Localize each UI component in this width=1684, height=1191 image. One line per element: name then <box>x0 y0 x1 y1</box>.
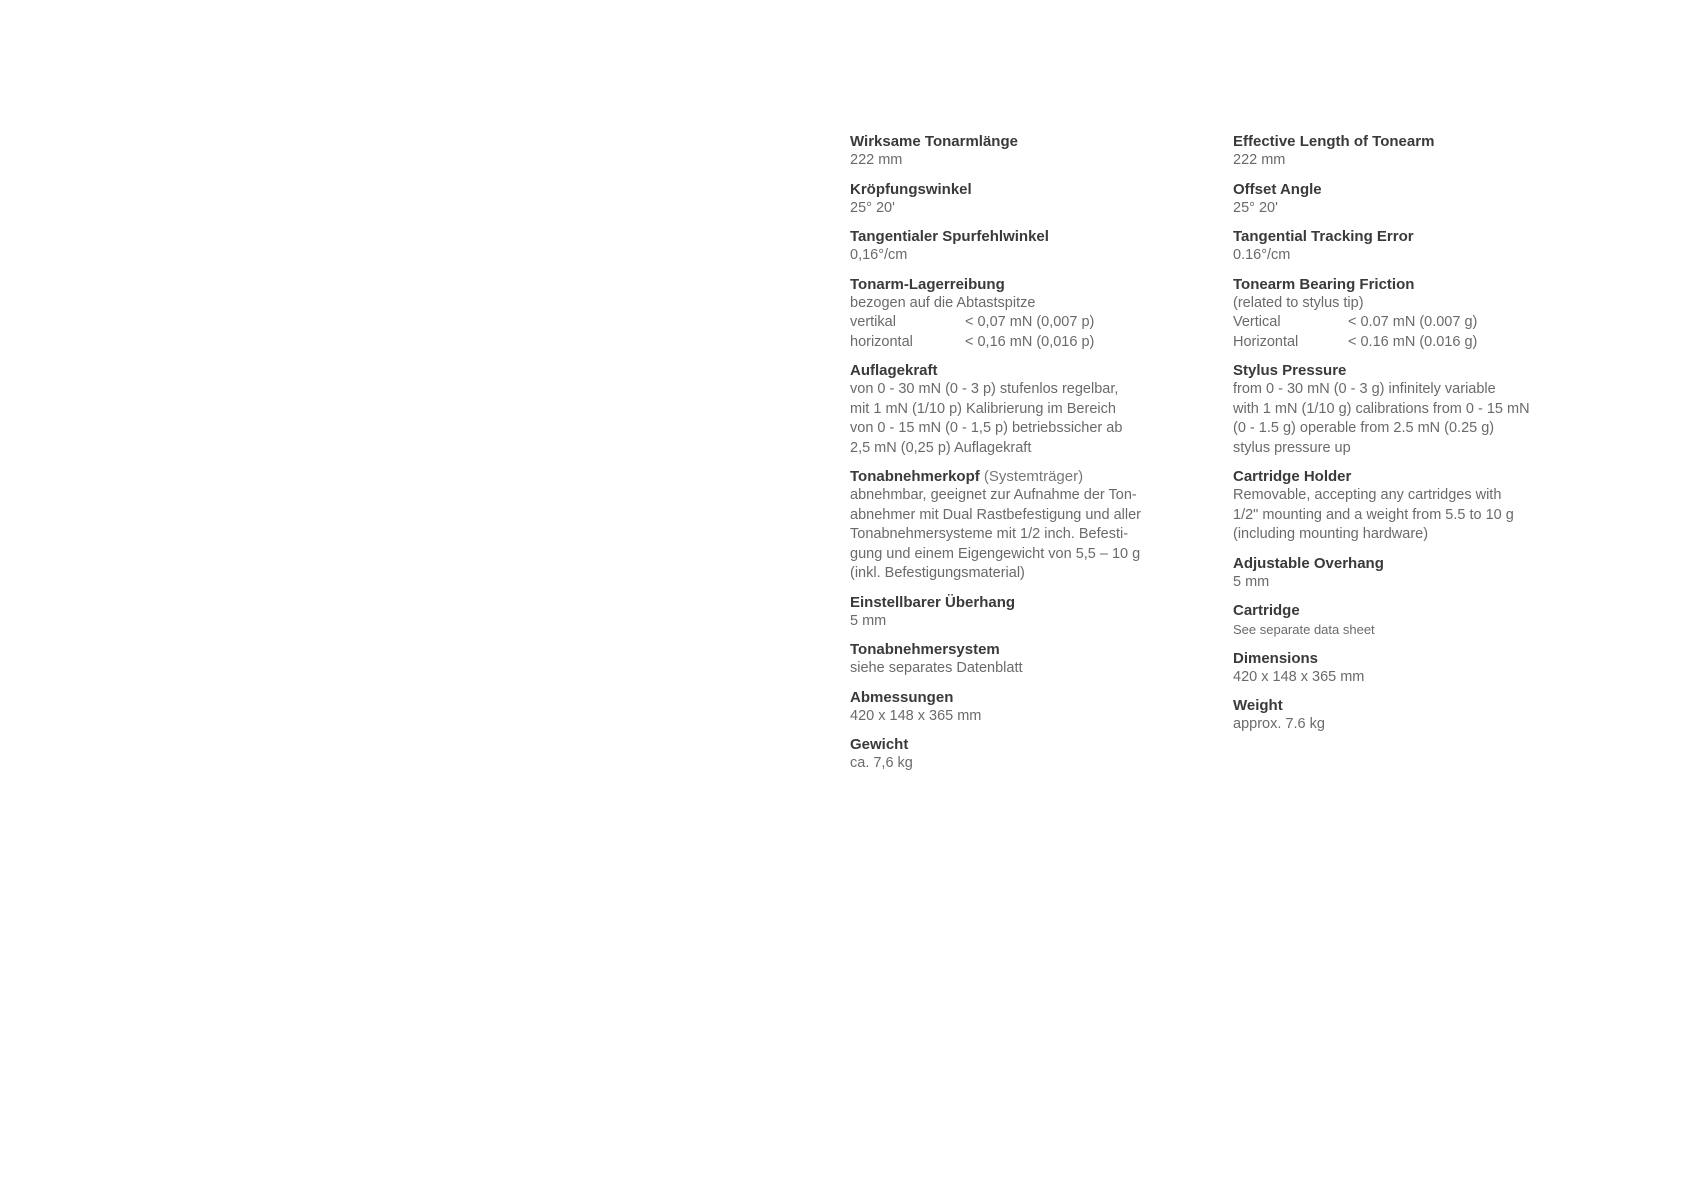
spec-bearing-friction-en <box>1233 275 1623 353</box>
spec-row-horizontal <box>850 333 1190 353</box>
spec-value: 2,5 mN (0,25 p) Auflagekraft <box>850 439 1032 456</box>
spec-value: (inkl. Befestigungsmaterial) <box>850 565 1025 581</box>
spec-value: 420 x 148 x 365 mm <box>1233 668 1365 685</box>
spec-title: Cartridge Holder <box>1233 468 1352 485</box>
spec-value: stylus pressure up <box>1233 439 1351 456</box>
spec-offset-angle-de <box>850 180 1190 219</box>
spec-bearing-friction-de <box>850 275 1190 353</box>
spec-value: (0 - 1.5 g) operable from 2.5 mN (0.25 g) <box>1233 420 1495 436</box>
spec-value: 222 mm <box>1233 152 1286 168</box>
spec-tracking-error-en <box>1233 227 1623 266</box>
spec-value: siehe separates Datenblatt <box>850 660 1023 676</box>
spec-tonearm-length-de <box>850 132 1190 171</box>
spec-value: Tonabnehmersysteme mit 1/2 inch. Befesti- <box>850 526 1129 542</box>
spec-value: 420 x 148 x 365 mm <box>850 707 982 724</box>
spec-dimensions-de <box>850 688 1190 727</box>
spec-title: Tonearm Bearing Friction <box>1233 275 1415 293</box>
spec-value: 222 mm <box>850 152 903 168</box>
spec-weight-de <box>850 735 1190 774</box>
german-spec-column <box>850 132 1190 783</box>
spec-value: ca. 7,6 kg <box>850 755 913 771</box>
spec-value: with 1 mN (1/10 g) calibrations from 0 - 15 mN <box>1233 400 1530 417</box>
spec-title: Einstellbarer Überhang <box>850 593 1016 611</box>
spec-dimensions-en <box>1233 649 1623 688</box>
spec-tracking-error-de <box>850 227 1190 266</box>
row-value: < 0,07 mN (0,007 p) <box>965 314 1095 330</box>
spec-row-vertical <box>1233 313 1623 333</box>
spec-value: approx. 7.6 kg <box>1233 716 1325 732</box>
spec-title: Gewicht <box>850 736 909 753</box>
spec-value: from 0 - 30 mN (0 - 3 g) infinitely variable <box>1233 381 1496 397</box>
spec-value: abnehmbar, geeignet zur Aufnahme der Ton- <box>850 487 1137 503</box>
spec-value: 0.16°/cm <box>1233 247 1291 263</box>
spec-title: Stylus Pressure <box>1233 362 1347 379</box>
spec-title: Auflagekraft <box>850 362 938 379</box>
spec-title: Adjustable Overhang <box>1233 554 1384 572</box>
spec-title: Dimensions <box>1233 649 1319 667</box>
spec-title-main: Tonabnehmerkopf <box>850 468 980 485</box>
english-spec-column <box>1233 132 1623 744</box>
spec-title: Effective Length of Tonearm <box>1233 133 1435 150</box>
spec-stylus-pressure-en <box>1233 361 1623 458</box>
spec-title-suffix: (Systemträger) <box>983 468 1084 485</box>
spec-title: Wirksame Tonarmlänge <box>850 133 1018 150</box>
row-label: Horizontal <box>1233 333 1299 350</box>
row-value: < 0.16 mN (0.016 g) <box>1348 333 1478 350</box>
spec-cartridge-holder-de <box>850 467 1190 584</box>
spec-value: 0,16°/cm <box>850 247 908 263</box>
spec-weight-en <box>1233 696 1623 735</box>
spec-value: 25° 20' <box>1233 199 1278 216</box>
spec-value: bezogen auf die Abtastspitze <box>850 294 1036 311</box>
spec-title: Weight <box>1233 697 1283 714</box>
spec-overhang-de <box>850 593 1190 632</box>
spec-value: 1/2" mounting and a weight from 5.5 to 10 g <box>1233 506 1514 523</box>
spec-value: (related to stylus tip) <box>1233 294 1364 311</box>
spec-title: Abmessungen <box>850 688 954 706</box>
spec-title: Offset Angle <box>1233 180 1322 198</box>
spec-value: Removable, accepting any cartridges with <box>1233 487 1502 503</box>
spec-value: See separate data sheet <box>1233 622 1375 637</box>
spec-offset-angle-en <box>1233 180 1623 219</box>
spec-value: gung und einem Eigengewicht von 5,5 – 10 g <box>850 545 1141 562</box>
spec-stylus-pressure-de <box>850 361 1190 458</box>
spec-title: Kröpfungswinkel <box>850 180 972 198</box>
spec-cartridge-holder-en <box>1233 467 1623 545</box>
spec-title: Tangential Tracking Error <box>1233 228 1414 245</box>
spec-cartridge-en <box>1233 601 1623 640</box>
row-label: horizontal <box>850 333 913 350</box>
spec-value: 5 mm <box>1233 573 1270 590</box>
row-value: < 0,16 mN (0,016 p) <box>965 333 1095 350</box>
row-label: Vertical <box>1233 314 1281 330</box>
spec-value: von 0 - 30 mN (0 - 3 p) stufenlos regelbar, <box>850 381 1119 397</box>
spec-value: 5 mm <box>850 612 887 629</box>
spec-title: Cartridge <box>1233 602 1300 619</box>
spec-tonearm-length-en <box>1233 132 1623 171</box>
row-value: < 0.07 mN (0.007 g) <box>1348 314 1478 330</box>
spec-cartridge-de <box>850 640 1190 679</box>
spec-overhang-en <box>1233 554 1623 593</box>
spec-value: (including mounting hardware) <box>1233 526 1429 542</box>
spec-row-horizontal <box>1233 333 1623 353</box>
spec-value: abnehmer mit Dual Rastbefestigung und aller <box>850 506 1141 523</box>
row-label: vertikal <box>850 314 896 330</box>
spec-title: Tangentialer Spurfehlwinkel <box>850 228 1049 245</box>
spec-title: Tonarm-Lagerreibung <box>850 275 1005 293</box>
spec-row-vertical <box>850 313 1190 333</box>
spec-value: von 0 - 15 mN (0 - 1,5 p) betriebssicher ab <box>850 420 1123 436</box>
spec-title <box>850 467 1190 486</box>
spec-value: 25° 20' <box>850 199 895 216</box>
spec-value: mit 1 mN (1/10 p) Kalibrierung im Bereich <box>850 400 1116 417</box>
spec-title: Tonabnehmersystem <box>850 641 1000 658</box>
